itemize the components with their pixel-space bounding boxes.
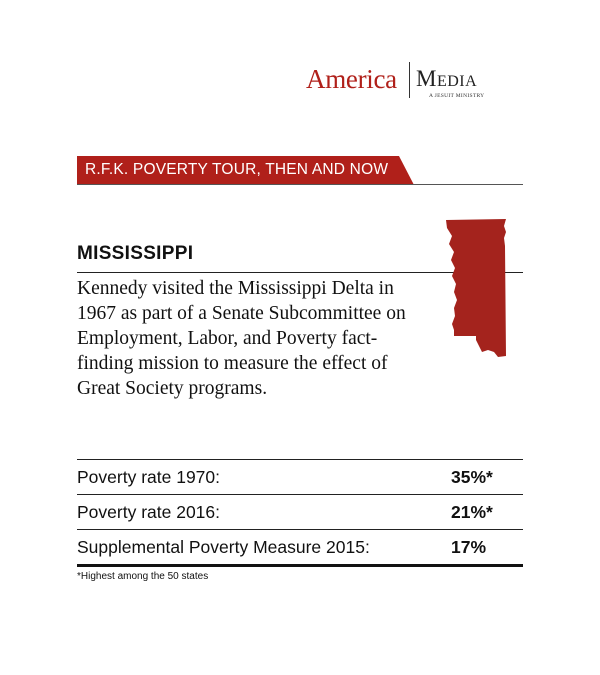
stats-table xyxy=(77,459,523,567)
stats-row xyxy=(77,529,523,567)
stats-row xyxy=(77,459,523,494)
banner-rule xyxy=(77,184,523,185)
stat-label: Poverty rate 1970: xyxy=(77,467,220,487)
section-banner xyxy=(77,156,523,186)
state-title: MISSISSIPPI xyxy=(77,243,194,264)
banner-title: R.F.K. POVERTY TOUR, THEN AND NOW xyxy=(85,161,389,178)
footnote: *Highest among the 50 states xyxy=(77,571,209,582)
mississippi-map-icon xyxy=(440,218,518,365)
mississippi-state-shape xyxy=(446,219,506,357)
logo-tagline: A JESUIT MINISTRY xyxy=(429,93,485,99)
stat-value: 17% xyxy=(451,537,487,557)
state-description: Kennedy visited the Mississippi Delta in 1967 as part of a Senate Subcommittee on Employment, Labor, and Poverty fact-finding mission to measure the effect of Great Society programs. xyxy=(77,278,406,399)
stats-row xyxy=(77,494,523,529)
stat-value: 35%* xyxy=(451,467,493,487)
stat-label: Poverty rate 2016: xyxy=(77,502,220,522)
stat-label: Supplemental Poverty Measure 2015: xyxy=(77,537,370,557)
stat-value: 21%* xyxy=(451,502,493,522)
logo-media-text: Media xyxy=(416,66,478,91)
logo-divider xyxy=(409,62,410,98)
logo-america-text: America xyxy=(306,64,397,94)
